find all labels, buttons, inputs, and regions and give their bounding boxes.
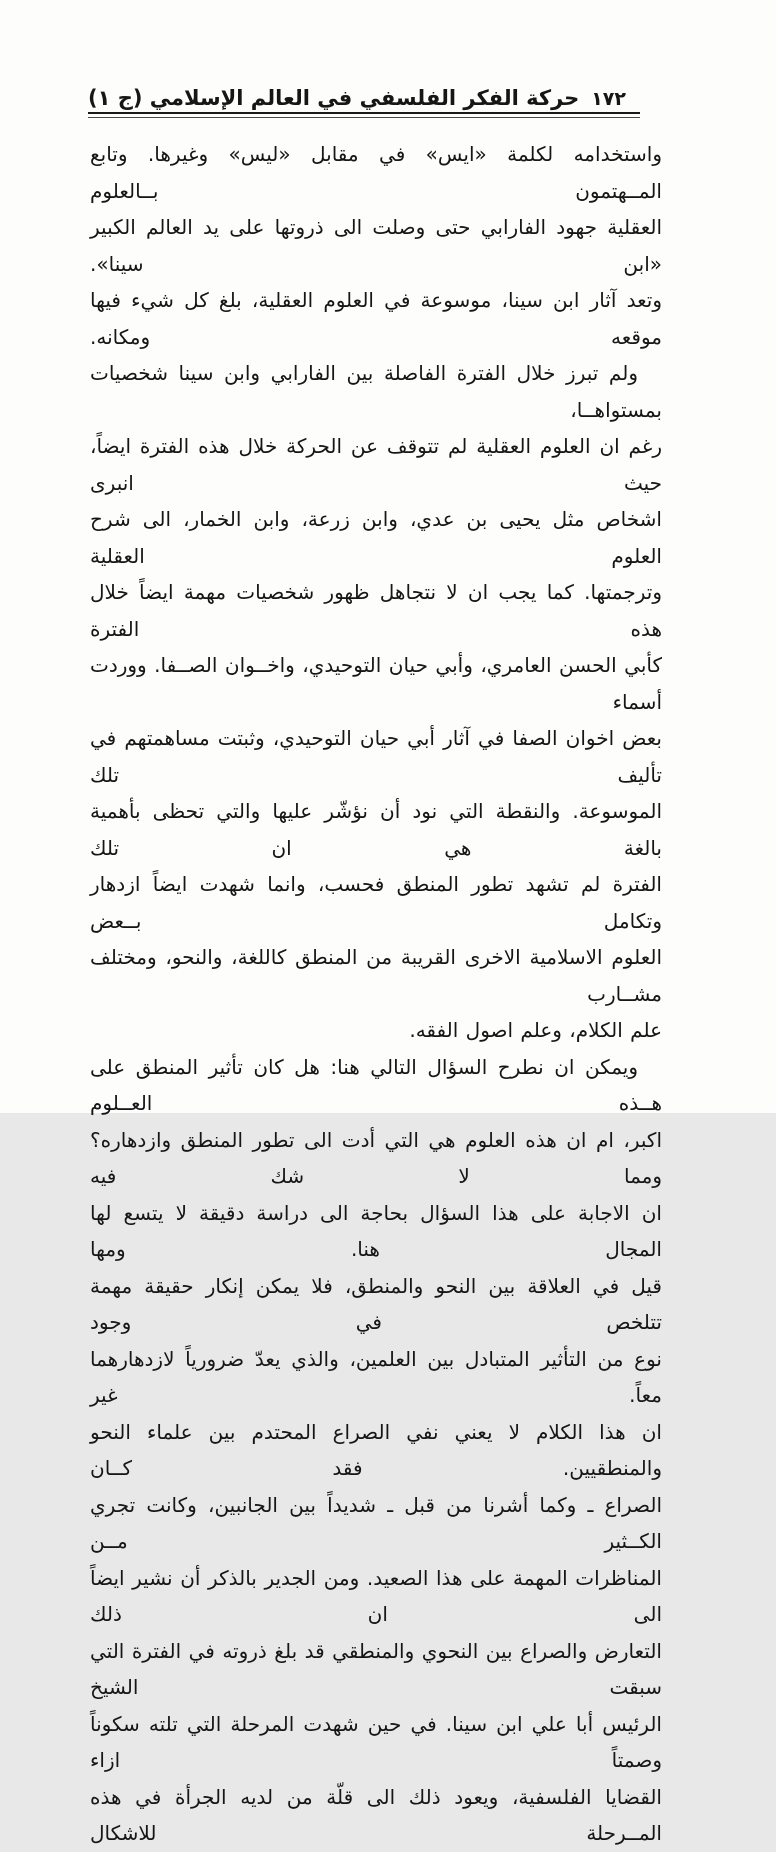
header-rule-bottom xyxy=(88,117,640,118)
text-line: ولم تبرز خلال الفترة الفاصلة بين الفارابي وابن سينا شخصيات بمستواهــا، xyxy=(90,361,662,422)
text-line: العلوم الاسلامية الاخرى القريبة من المنطق كاللغة، والنحو، ومختلف مشــارب xyxy=(90,945,662,1006)
text-line: وترجمتها. كما يجب ان لا نتجاهل ظهور شخصيات مهمة ايضاً خلال هذه الفترة xyxy=(90,580,662,641)
text-line: العقلية جهود الفارابي حتى وصلت الى ذروتها على يد العالم الكبير «ابن سينا». xyxy=(90,215,662,276)
paragraph xyxy=(90,1049,662,1852)
text-line: الرئيس أبا علي ابن سينا. في حين شهدت المرحلة التي تلته سكوناً وصمتاً ازاء xyxy=(90,1711,662,1772)
text-line: المناظرات المهمة على هذا الصعيد. ومن الجدير بالذكر أن نشير ايضاً الى ان ذلك xyxy=(90,1565,662,1626)
text-line: القضايا الفلسفية، ويعود ذلك الى قلّة من لديه الجرأة في هذه المــرحلة للاشكال xyxy=(90,1784,662,1845)
text-line: التعارض والصراع بين النحوي والمنطقي قد بلغ ذروته في الفترة التي سبقت الشيخ xyxy=(90,1638,662,1699)
text-line: نوع من التأثير المتبادل بين العلمين، والذي يعدّ ضرورياً لازدهارهما معاً. غير xyxy=(90,1346,662,1407)
text-line: ان الاجابة على هذا السؤال بحاجة الى دراسة دقيقة لا يتسع لها المجال هنا. ومها xyxy=(90,1200,662,1261)
paragraph xyxy=(90,136,662,355)
text-line: بعض اخوان الصفا في آثار أبي حيان التوحيدي، وثبتت مساهمتهم في تأليف تلك xyxy=(90,726,662,787)
page-number: ١٧٢ xyxy=(591,88,626,110)
text-line: وتعد آثار ابن سينا، موسوعة في العلوم العقلية، بلغ كل شيء فيها موقعه ومكانه. xyxy=(90,288,662,349)
text-line: الصراع ـ وكما أشرنا من قبل ـ شديداً بين الجانبين، وكانت تجري الكــثير مــن xyxy=(90,1492,662,1553)
text-line: ويمكن ان نطرح السؤال التالي هنا: هل كان تأثير المنطق على هــذه العــلوم xyxy=(90,1054,662,1115)
paragraph xyxy=(90,355,662,1049)
text-line: الموسوعة. والنقطة التي نود أن نؤشّر عليها والتي تحظى بأهمية بالغة هي ان تلك xyxy=(90,799,662,860)
text-line: واستخدامه لكلمة «ايس» في مقابل «ليس» وغيرها. وتابع المــهتمون بــالعلوم xyxy=(90,142,662,203)
text-line: الفترة لم تشهد تطور المنطق فحسب، وانما شهدت ايضاً ازدهار وتكامل بــعض xyxy=(90,872,662,933)
text-line: اكبر، ام ان هذه العلوم هي التي أدت الى تطور المنطق وازدهاره؟ ومما لا شك فيه xyxy=(90,1127,662,1188)
text-line: ان هذا الكلام لا يعني نفي الصراع المحتدم بين علماء النحو والمنطقيين. فقد كــان xyxy=(90,1419,662,1480)
running-head-title: حركة الفكر الفلسفي في العالم الإسلامي (ج ١) xyxy=(88,86,580,110)
text-line: علم الكلام، وعلم اصول الفقه. xyxy=(409,1018,662,1042)
text-line: كأبي الحسن العامري، وأبي حيان التوحيدي، واخــوان الصــفا. ووردت أسماء xyxy=(90,653,662,714)
running-head xyxy=(88,76,640,110)
text-line: اشخاص مثل يحيى بن عدي، وابن زرعة، وابن الخمار، الى شرح العلوم العقلية xyxy=(90,507,662,568)
text-line: قيل في العلاقة بين النحو والمنطق، فلا يمكن إنكار حقيقة مهمة تتلخص في وجود xyxy=(90,1273,662,1334)
header-rule-top xyxy=(88,112,640,114)
body-text xyxy=(90,136,662,1852)
text-line: رغم ان العلوم العقلية لم تتوقف عن الحركة خلال هذه الفترة ايضاً، حيث انبرى xyxy=(90,434,662,495)
